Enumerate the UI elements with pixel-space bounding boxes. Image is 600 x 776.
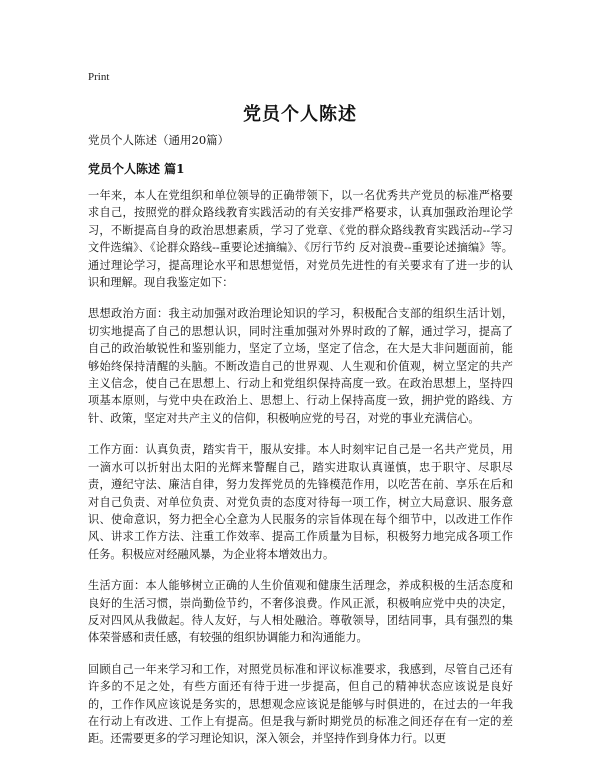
page-title: 党员个人陈述: [243, 104, 357, 125]
document-body: [88, 187, 513, 762]
paragraph-life: 生活方面：本人能够树立正确的人生价值观和健康生活理念，养成积极的生活态度和良好的生活习惯，崇尚勤俭节约，不奢侈浪费。作风正派，积极响应党中央的决定，反对四风从我做起。待人友好，与人相处融洽。尊敬领导，团结同事，具有强烈的集体荣誉感和责任感，有较强的组织协调能力和沟通能力。: [88, 579, 513, 645]
section-heading: 党员个人陈述 篇1: [88, 162, 185, 176]
paragraph-political: 思想政治方面：我主动加强对政治理论知识的学习，积极配合支部的组织生活计划，切实地提高了自己的思想认识，同时注重加强对外界时政的了解，通过学习，提高了自己的政治敏锐性和鉴别能力，坚定了立场，坚定了信念，在大是大非问题面前，能够始终保持清醒的头脑。不断改造自己的世界观、人生观和价值观，树立坚定的共产主义信念，使自己在思想上、行动上和党组织保持高度一致。在政治思想上，坚持四项基本原则，与党中央在政治上、思想上、行动上保持高度一致，拥护党的路线、方针、政策，坚定对共产主义的信仰，积极响应党的号召，对党的事业充满信心。: [88, 307, 513, 425]
paragraph-intro: 一年来，本人在党组织和单位领导的正确带领下，以一名优秀共产党员的标准严格要求自己，按照党的群众路线教育实践活动的有关安排严格要求，认真加强政治理论学习，不断提高自身的政治思想素质，学习了党章、《党的群众路线教育实践活动--学习文件选编》、《论群众路线--重要论述摘编》、《厉行节约 反对浪费--重要论述摘编》等。通过理论学习，提高理论水平和思想觉悟，对党员先进性的有关要求有了进一步的认识和理解。现自我鉴定如下：: [88, 189, 513, 290]
print-link[interactable]: Print: [88, 71, 110, 83]
paragraph-work: 工作方面：认真负责，踏实肯干，服从安排。本人时刻牢记自己是一名共产党员，用一滴水可以折射出太阳的光辉来警醒自己，踏实进取认真谨慎，忠于职守、尽职尽责，遵纪守法、廉洁自律，努力发挥党员的先锋模范作用，以吃苦在前、享乐在后和对自己负责、对单位负责、对党负责的态度对待每一项工作，树立大局意识、服务意识、使命意识，努力把全心全意为人民服务的宗旨体现在每个细节中，以改进工作作风、讲求工作方法、注重工作效率、提高工作质量为目标，积极努力地完成各项工作任务。积极应对经融风暴，为企业将本增效出力。: [88, 443, 513, 561]
document-subtitle: 党员个人陈述（通用20篇）: [88, 133, 230, 147]
paragraph-review: 回顾自己一年来学习和工作，对照党员标准和评议标准要求，我感到，尽管自己还有许多的不足之处，有些方面还有待于进一步提高，但自己的精神状态应该说是良好的，工作作风应该说是务实的，思想观念应该说是能够与时俱进的，在过去的一年我在行动上有改进、工作上有提高。但是我与新时期党员的标准之间还存在有一定的差距。还需要更多的学习理论知识，深入领会，并坚持作到身体力行。以更: [88, 662, 513, 746]
